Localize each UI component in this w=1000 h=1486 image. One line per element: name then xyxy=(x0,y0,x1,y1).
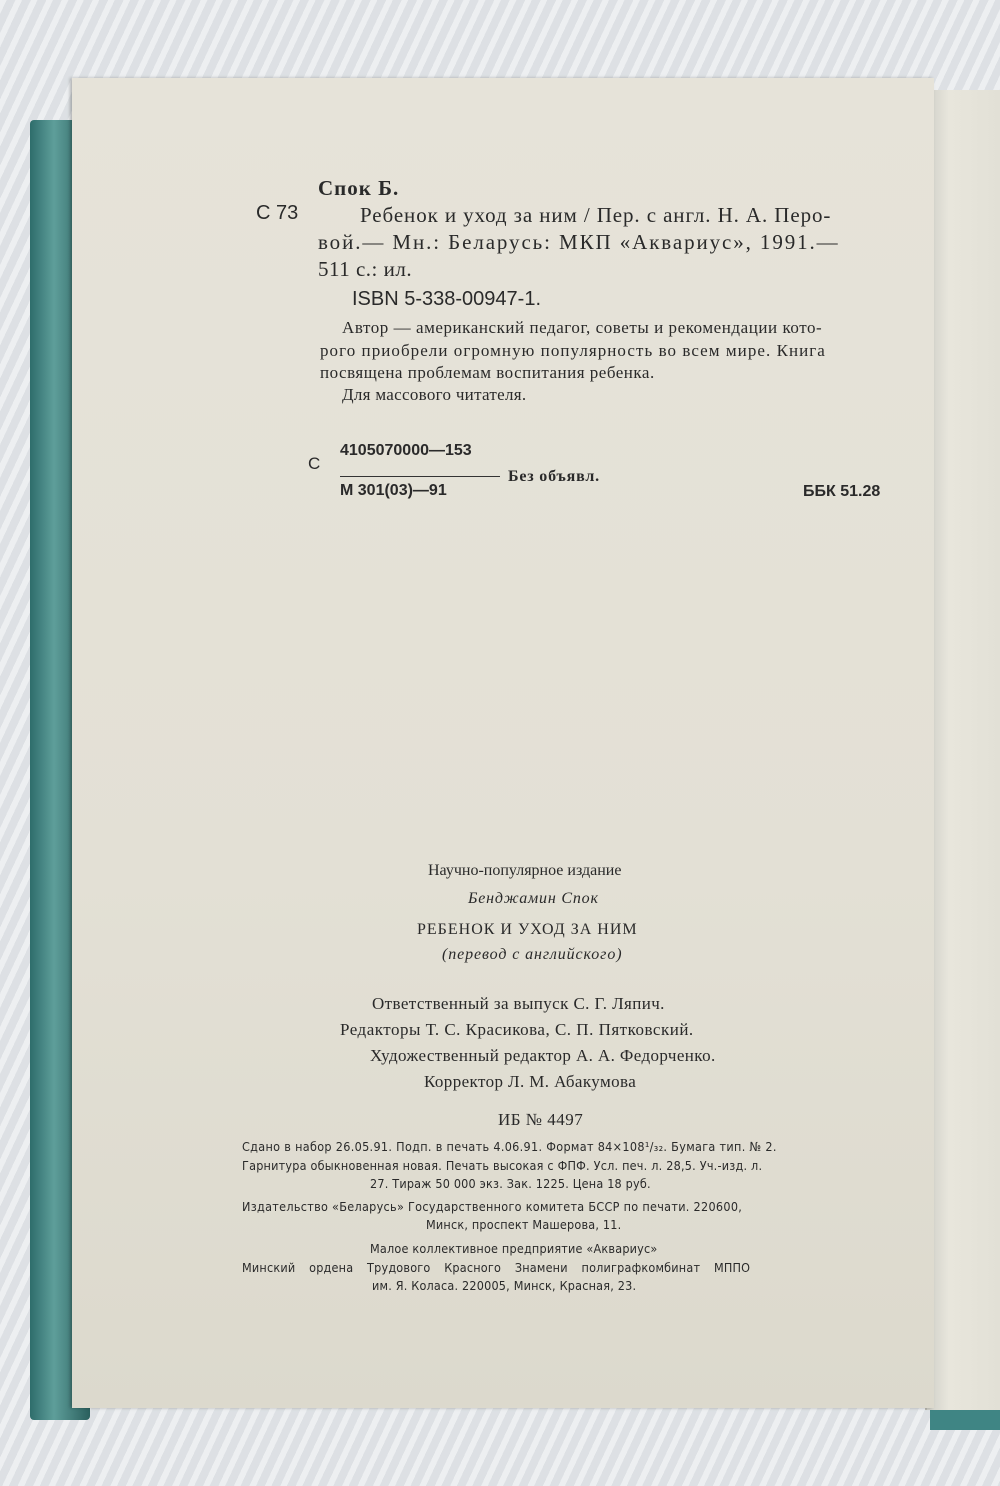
author-heading: Спок Б. xyxy=(318,176,400,200)
print-details-line-1: Сдано в набор 26.05.91. Подп. в печать 4.06.91. Формат 84×108¹/₃₂. Бумага тип. № 2. xyxy=(242,1139,777,1154)
title-line-2: вой.— Мн.: Беларусь: МКП «Аквариус», 1991.— xyxy=(318,230,840,254)
isbn: ISBN 5-338-00947-1. xyxy=(352,288,542,310)
printer-line-1: Минский ордена Трудового Красного Знамени полиграфкомбинат МППО xyxy=(242,1260,751,1275)
publisher-line-2: Минск, проспект Машерова, 11. xyxy=(426,1217,622,1232)
annotation-line-1: Автор — американский педагог, советы и рекомендации кото- xyxy=(342,318,823,337)
publisher-line-1: Издательство «Беларусь» Государственного комитета БССР по печати. 220600, xyxy=(242,1199,743,1214)
book-title: РЕБЕНОК И УХОД ЗА НИМ xyxy=(417,921,638,938)
bbk-code: ББК 51.28 xyxy=(803,483,881,500)
print-details-line-2: Гарнитура обыкновенная новая. Печать высокая с ФПФ. Усл. печ. л. 28,5. Уч.-изд. л. xyxy=(242,1158,763,1173)
translation-note: (перевод с английского) xyxy=(442,946,623,963)
responsible-person: Ответственный за выпуск С. Г. Ляпич. xyxy=(372,994,665,1013)
title-line-3: 511 с.: ил. xyxy=(318,257,413,281)
no-announcement: Без объявл. xyxy=(508,468,600,485)
index-denominator: М 301(03)—91 xyxy=(340,482,447,499)
index-numerator: 4105070000—153 xyxy=(340,442,472,459)
printer-line-2: им. Я. Коласа. 220005, Минск, Красная, 23. xyxy=(372,1278,637,1293)
annotation-line-3: посвящена проблемам воспитания ребенка. xyxy=(320,363,655,382)
editors: Редакторы Т. С. Красикова, С. П. Пятковский. xyxy=(340,1020,694,1039)
ib-number: ИБ № 4497 xyxy=(498,1110,584,1129)
fraction-line xyxy=(340,476,500,477)
corrector: Корректор Л. М. Абакумова xyxy=(424,1072,637,1091)
book-page xyxy=(72,78,934,1408)
print-details-line-3: 27. Тираж 50 000 экз. Зак. 1225. Цена 18 руб. xyxy=(370,1176,651,1191)
call-number: С 73 xyxy=(256,202,299,224)
art-editor: Художественный редактор А. А. Федорченко. xyxy=(370,1046,716,1065)
title-line-1: Ребенок и уход за ним / Пер. с англ. Н. А. Перо- xyxy=(360,203,832,227)
enterprise: Малое коллективное предприятие «Аквариус» xyxy=(370,1241,658,1256)
facing-page xyxy=(925,90,1000,1410)
author-name: Бенджамин Спок xyxy=(468,890,599,907)
index-letter: С xyxy=(308,454,321,473)
annotation-line-4: Для массового читателя. xyxy=(342,385,527,404)
annotation-line-2: рого приобрели огромную популярность во всем мире. Книга xyxy=(320,341,826,360)
edition-type: Научно-популярное издание xyxy=(428,862,622,879)
